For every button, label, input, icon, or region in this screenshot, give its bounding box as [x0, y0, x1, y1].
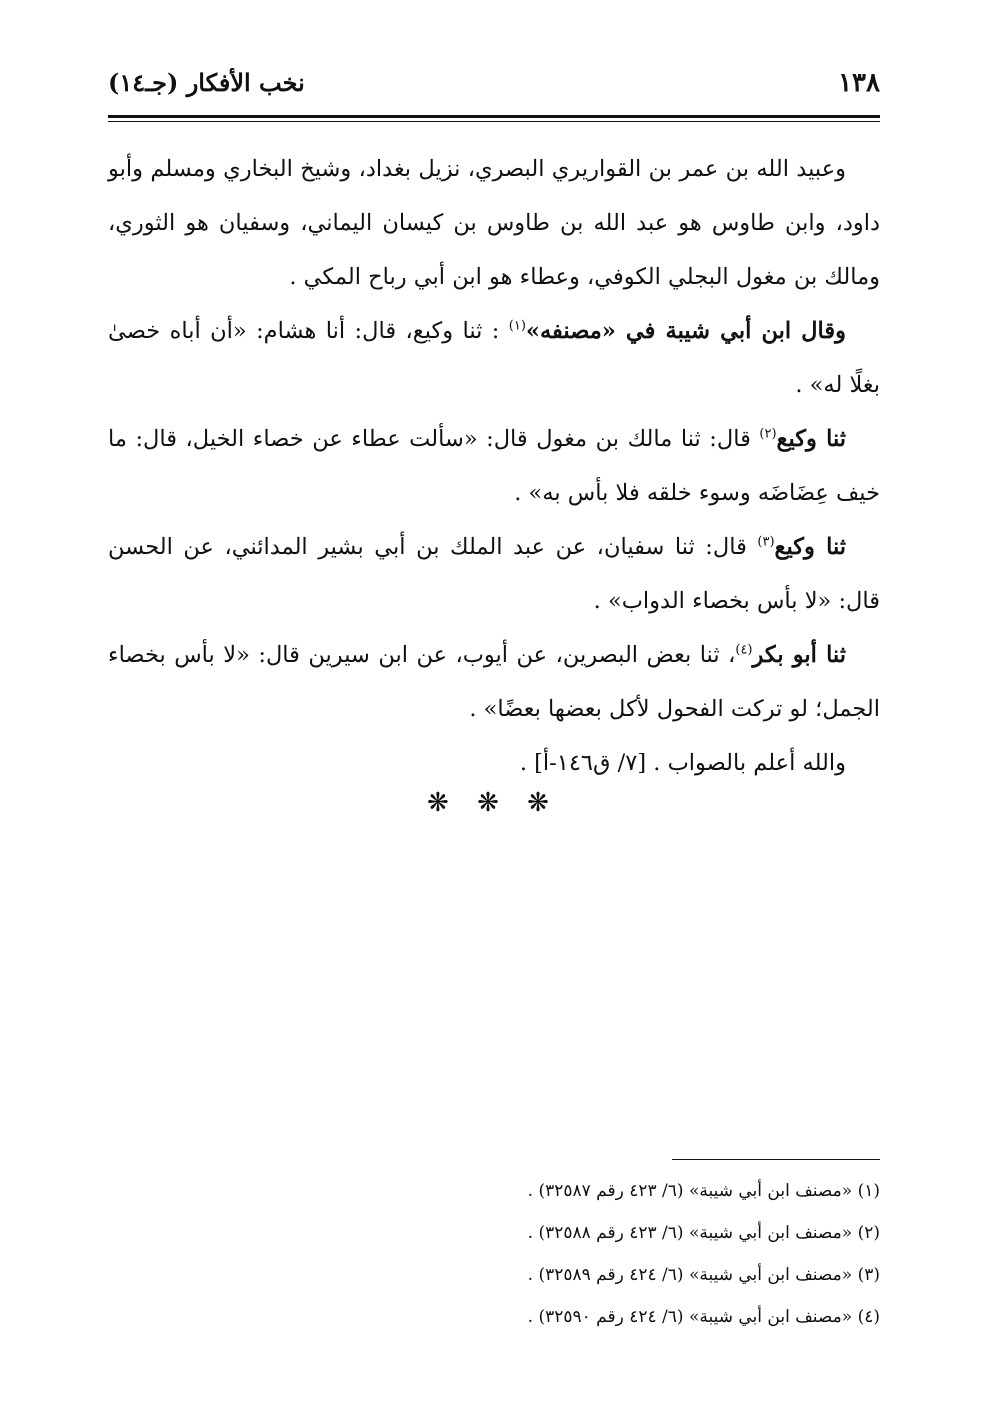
- page-header: [108, 68, 880, 108]
- paragraph-narrators: [108, 142, 880, 304]
- paragraph-text: وعبيد الله بن عمر بن القواريري البصري، نزيل بغداد، وشيخ البخاري ومسلم وأبو داود، وابن طاوس هو عبد الله بن طاوس بن كيسان اليماني، وسفيان هو الثوري، ومالك بن مغول البجلي الكوفي، وعطاء هو ابن أبي رباح المكي .: [108, 156, 880, 290]
- paragraph-text: ، ثنا بعض البصرين، عن أيوب، عن ابن سيرين قال: «لا بأس بخصاء الجمل؛ لو تركت الفحول لأكل بعضها بعضًا» .: [108, 642, 880, 722]
- paragraph-lead: ثنا أبو بكر: [752, 642, 846, 668]
- paragraph-abu-bakr: [108, 628, 880, 736]
- footnote-ref-2[interactable]: (٢): [759, 426, 777, 442]
- running-title: نخب الأفكار (جـ١٤): [108, 68, 305, 97]
- footnote-number: (٣): [857, 1265, 880, 1285]
- paragraph-ibn-abi-shayba: [108, 304, 880, 412]
- footnote-text: «مصنف ابن أبي شيبة» (٦/ ٤٢٤ رقم ٣٢٥٩٠) .: [527, 1307, 853, 1327]
- paragraph-lead: ثنا وكيع: [776, 426, 846, 452]
- paragraph-text: : ثنا وكيع، قال: أنا هشام: «أن أباه خصىٰ بغلًا له» .: [108, 318, 880, 398]
- paragraph-text: قال: ثنا سفيان، عن عبد الملك بن أبي بشير المدائني، عن الحسن قال: «لا بأس بخصاء الدواب» .: [108, 534, 880, 614]
- header-rule-thin: [108, 121, 880, 122]
- footnote-ref-4[interactable]: (٤): [735, 642, 753, 658]
- section-separator: ❋ ❋ ❋: [427, 788, 559, 818]
- paragraph-waki-1: [108, 412, 880, 520]
- paragraph-waki-2: [108, 520, 880, 628]
- footnotes: [108, 1170, 880, 1338]
- footnote-number: (١): [857, 1181, 880, 1201]
- footnote-text: «مصنف ابن أبي شيبة» (٦/ ٤٢٣ رقم ٣٢٥٨٧) .: [527, 1181, 853, 1201]
- closing-line: والله أعلم بالصواب . [٧/ ق١٤٦-أ] .: [519, 750, 846, 776]
- footnote-ref-3[interactable]: (٣): [757, 534, 775, 550]
- page-number: ١٣٨: [838, 68, 880, 98]
- footnote-text: «مصنف ابن أبي شيبة» (٦/ ٤٢٤ رقم ٣٢٥٨٩) .: [527, 1265, 853, 1285]
- footnote-text: «مصنف ابن أبي شيبة» (٦/ ٤٢٣ رقم ٣٢٥٨٨) .: [527, 1223, 853, 1243]
- header-rule-thick: [108, 115, 880, 118]
- footnote-rule: [672, 1159, 880, 1160]
- footnote-3: [108, 1254, 880, 1296]
- footnote-ref-1[interactable]: (١): [508, 318, 526, 334]
- footnote-1: [108, 1170, 880, 1212]
- footnote-4: [108, 1296, 880, 1338]
- footnote-2: [108, 1212, 880, 1254]
- main-text: [108, 142, 880, 790]
- paragraph-text: قال: ثنا مالك بن مغول قال: «سألت عطاء عن خصاء الخيل، قال: ما خيف عِضَاضَه وسوء خلقه فلا بأس به» .: [108, 426, 880, 506]
- paragraph-lead: ثنا وكيع: [774, 534, 846, 560]
- footnote-number: (٤): [857, 1307, 880, 1327]
- paragraph-lead: وقال ابن أبي شيبة في «مصنفه»: [525, 318, 846, 344]
- footnote-number: (٢): [857, 1223, 880, 1243]
